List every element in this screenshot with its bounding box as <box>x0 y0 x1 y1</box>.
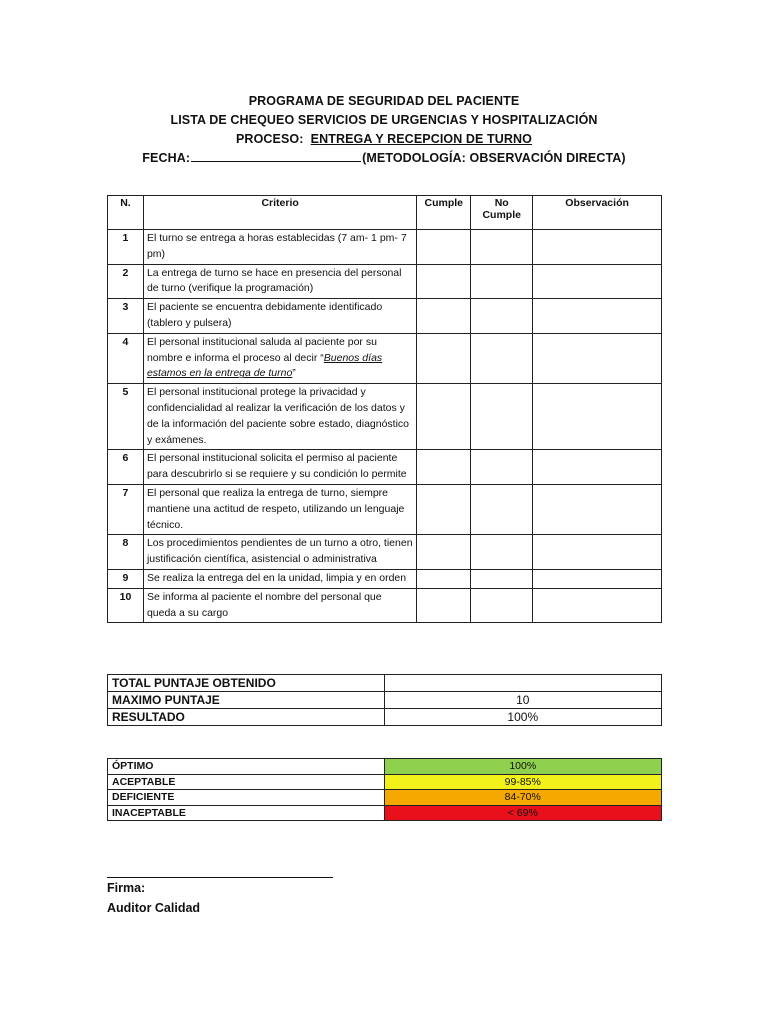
methodology-label: (METODOLOGÍA: OBSERVACIÓN DIRECTA) <box>362 151 626 165</box>
cumple-cell[interactable] <box>417 299 471 334</box>
scale-row-aceptable <box>108 774 662 790</box>
header-no-cumple: No Cumple <box>471 196 533 230</box>
table-row <box>108 535 662 570</box>
scale-label: ACEPTABLE <box>108 774 385 790</box>
greeting-phrase: Buenos días estamos en la entrega de turno <box>146 351 383 380</box>
table-row <box>108 588 662 623</box>
table-row <box>108 230 662 265</box>
observation-cell[interactable] <box>533 299 662 334</box>
score-label: MAXIMO PUNTAJE <box>108 692 385 709</box>
date-blank-field[interactable] <box>191 149 361 162</box>
cumple-cell[interactable] <box>417 230 471 265</box>
score-row-result <box>108 709 662 726</box>
row-number: 9 <box>108 569 144 588</box>
signature-line[interactable] <box>107 877 333 878</box>
process-value: ENTREGA Y RECEPCION DE TURNO <box>310 132 532 146</box>
observation-cell[interactable] <box>533 230 662 265</box>
row-number: 5 <box>108 384 144 450</box>
header-n: N. <box>108 196 144 230</box>
criteria-header-row <box>108 196 662 230</box>
row-criterion: La entrega de turno se hace en presencia del personal de turno (verifique la programación) <box>143 264 416 299</box>
table-row <box>108 450 662 485</box>
document-header <box>0 92 768 168</box>
row-number: 4 <box>108 333 144 383</box>
cumple-cell[interactable] <box>417 384 471 450</box>
observation-cell[interactable] <box>533 569 662 588</box>
row-criterion <box>143 333 416 383</box>
date-label: FECHA: <box>142 151 191 165</box>
scale-label: DEFICIENTE <box>108 790 385 806</box>
checklist-title: LISTA DE CHEQUEO SERVICIOS DE URGENCIAS Y HOSPITALIZACIÓN <box>170 113 598 127</box>
row-criterion: El personal que realiza la entrega de turno, siempre mantiene una actitud de respeto, utilizando un lenguaje técnico. <box>143 484 416 534</box>
observation-cell[interactable] <box>533 264 662 299</box>
date-line <box>0 149 768 168</box>
row-number: 1 <box>108 230 144 265</box>
no-cumple-cell[interactable] <box>471 230 533 265</box>
table-row <box>108 569 662 588</box>
row-number: 2 <box>108 264 144 299</box>
scale-value: < 69% <box>384 805 661 821</box>
scale-value: 84-70% <box>384 790 661 806</box>
scale-label: ÓPTIMO <box>108 759 385 775</box>
cumple-cell[interactable] <box>417 569 471 588</box>
rating-scale-table <box>107 758 662 821</box>
row-criterion: El personal institucional solicita el permiso al paciente para descubrirlo si se requiere y su condición lo permite <box>143 450 416 485</box>
no-cumple-cell[interactable] <box>471 450 533 485</box>
cumple-cell[interactable] <box>417 535 471 570</box>
scale-row-deficiente <box>108 790 662 806</box>
observation-cell[interactable] <box>533 588 662 623</box>
signature-label: Firma: <box>107 881 146 895</box>
closing-quote: ” <box>292 367 296 380</box>
row-criterion: Se realiza la entrega del en la unidad, limpia y en orden <box>143 569 416 588</box>
program-title: PROGRAMA DE SEGURIDAD DEL PACIENTE <box>248 94 520 108</box>
cumple-cell[interactable] <box>417 450 471 485</box>
no-cumple-cell[interactable] <box>471 384 533 450</box>
header-cumple: Cumple <box>417 196 471 230</box>
score-row-total <box>108 675 662 692</box>
process-line <box>0 130 768 149</box>
no-cumple-cell[interactable] <box>471 484 533 534</box>
score-label: RESULTADO <box>108 709 385 726</box>
scale-row-inaceptable <box>108 805 662 821</box>
score-table <box>107 674 662 726</box>
cumple-cell[interactable] <box>417 588 471 623</box>
row-criterion: El turno se entrega a horas establecidas (7 am- 1 pm- 7 pm) <box>143 230 416 265</box>
table-row <box>108 299 662 334</box>
table-row <box>108 384 662 450</box>
row-number: 8 <box>108 535 144 570</box>
observation-cell[interactable] <box>533 450 662 485</box>
table-row <box>108 484 662 534</box>
row-criterion: Se informa al paciente el nombre del personal que queda a su cargo <box>143 588 416 623</box>
process-label: PROCESO: <box>236 132 304 146</box>
row-criterion: Los procedimientos pendientes de un turno a otro, tienen justificación científica, asistencial o administrativa <box>143 535 416 570</box>
header-observacion: Observación <box>533 196 662 230</box>
observation-cell[interactable] <box>533 535 662 570</box>
scale-label: INACEPTABLE <box>108 805 385 821</box>
row-criterion: El paciente se encuentra debidamente identificado (tablero y pulsera) <box>143 299 416 334</box>
table-row <box>108 264 662 299</box>
score-label: TOTAL PUNTAJE OBTENIDO <box>108 675 385 692</box>
criterion-text: El personal institucional saluda al paciente por su nombre e informa el proceso al decir “ <box>146 335 377 364</box>
table-row <box>108 333 662 383</box>
score-value-result: 100% <box>384 709 661 726</box>
cumple-cell[interactable] <box>417 333 471 383</box>
no-cumple-cell[interactable] <box>471 264 533 299</box>
no-cumple-cell[interactable] <box>471 535 533 570</box>
observation-cell[interactable] <box>533 484 662 534</box>
criteria-table <box>107 195 662 623</box>
row-number: 3 <box>108 299 144 334</box>
score-value-total[interactable] <box>384 675 661 692</box>
row-number: 7 <box>108 484 144 534</box>
observation-cell[interactable] <box>533 333 662 383</box>
observation-cell[interactable] <box>533 384 662 450</box>
no-cumple-cell[interactable] <box>471 569 533 588</box>
no-cumple-cell[interactable] <box>471 588 533 623</box>
scale-row-optimo <box>108 759 662 775</box>
scale-value: 100% <box>384 759 661 775</box>
no-cumple-cell[interactable] <box>471 333 533 383</box>
row-number: 10 <box>108 588 144 623</box>
header-criterio: Criterio <box>143 196 416 230</box>
cumple-cell[interactable] <box>417 484 471 534</box>
cumple-cell[interactable] <box>417 264 471 299</box>
no-cumple-cell[interactable] <box>471 299 533 334</box>
row-criterion: El personal institucional protege la privacidad y confidencialidad al realizar la verificación de los datos y de la información del paciente sobre estado, diagnóstico y exámenes. <box>143 384 416 450</box>
auditor-label: Auditor Calidad <box>107 901 201 915</box>
score-value-max: 10 <box>384 692 661 709</box>
row-number: 6 <box>108 450 144 485</box>
score-row-max <box>108 692 662 709</box>
scale-value: 99-85% <box>384 774 661 790</box>
